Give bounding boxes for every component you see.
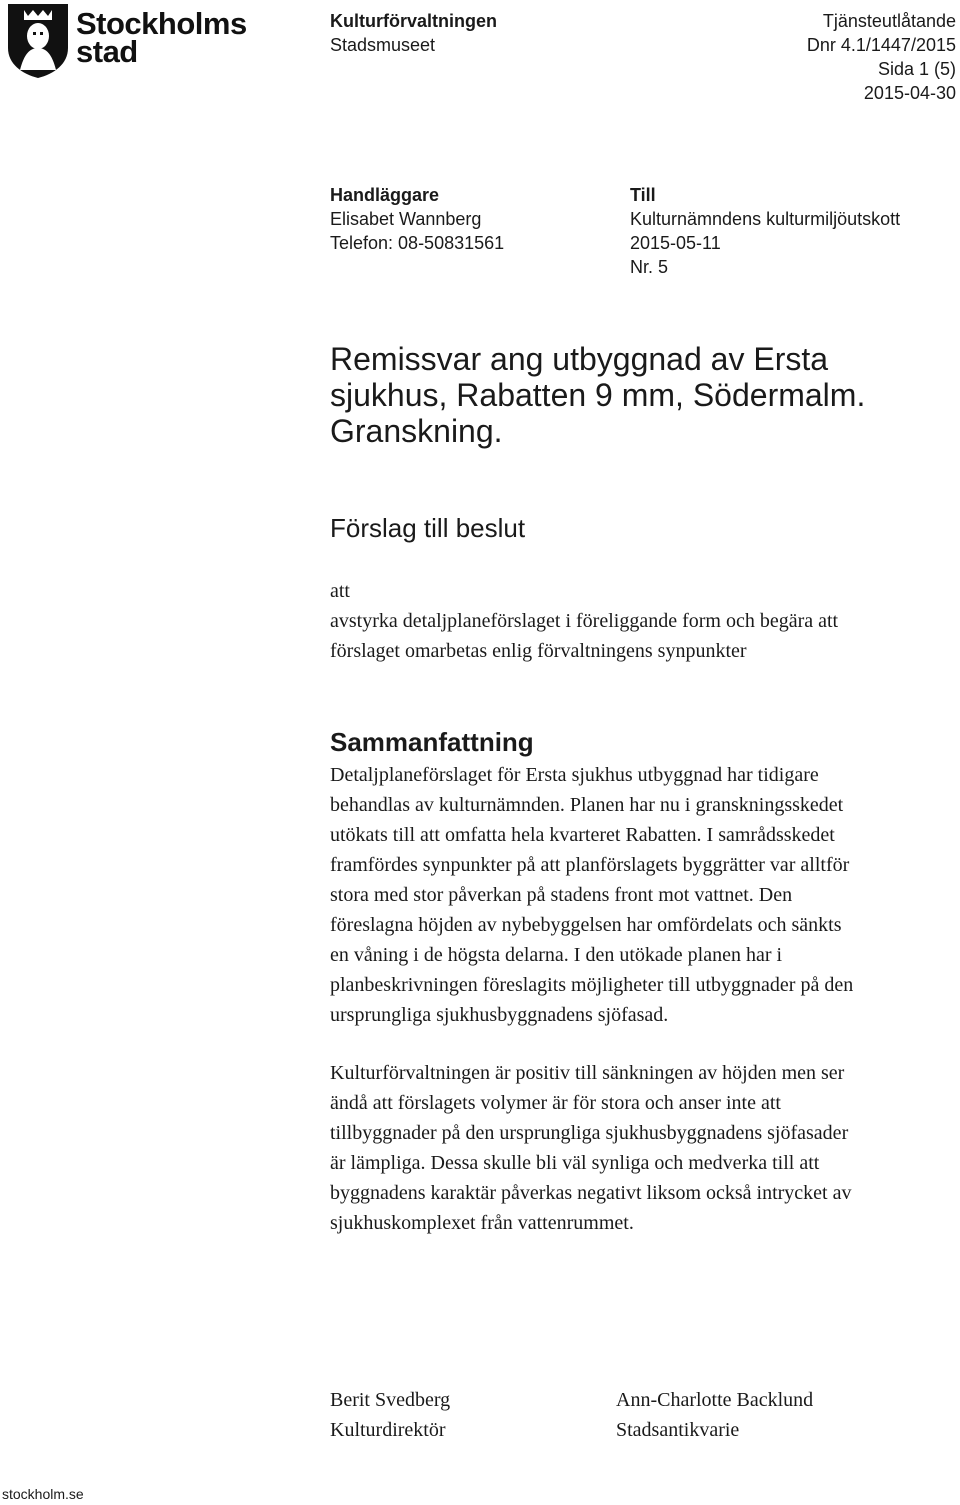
document-date: 2015-04-30 bbox=[863, 83, 956, 103]
summary-line: planbeskrivningen föreslagits möjligheter till utbyggnader på den bbox=[330, 974, 854, 996]
handler-name: Elisabet Wannberg bbox=[330, 209, 482, 229]
title-line: Remissvar ang utbyggnad av Ersta bbox=[330, 341, 829, 377]
reference-number: Dnr 4.1/1447/2015 bbox=[806, 35, 956, 55]
summary-line: behandlas av kulturnämnden. Planen har nu i granskningsskedet bbox=[330, 794, 844, 816]
summary-line: föreslagna höjden av nybebyggelsen har omfördelats och sänkts bbox=[330, 914, 842, 936]
summary-line: framfördes synpunkter på att planförslagets byggrätter var alltför bbox=[330, 854, 850, 876]
logo-line-2: stad bbox=[76, 34, 138, 69]
summary-heading: Sammanfattning bbox=[330, 727, 534, 757]
summary-line: ursprungliga sjukhusbyggnadens sjöfasad. bbox=[330, 1004, 669, 1026]
title-line: Granskning. bbox=[330, 413, 503, 449]
signature-title: Kulturdirektör bbox=[330, 1419, 446, 1441]
signature-name: Ann-Charlotte Backlund bbox=[616, 1389, 814, 1411]
document-title bbox=[330, 341, 930, 449]
stockholm-logo bbox=[6, 2, 247, 82]
assessment-line: byggnadens karaktär påverkas negativt liksom också intrycket av bbox=[330, 1182, 852, 1204]
page-number: Sida 1 (5) bbox=[877, 59, 956, 79]
meeting-date: 2015-05-11 bbox=[630, 233, 721, 253]
signature-name: Berit Svedberg bbox=[330, 1389, 451, 1411]
handler-label: Handläggare bbox=[330, 185, 440, 205]
assessment-line: är lämpliga. Dessa skulle bli väl synliga och medverka till att bbox=[330, 1152, 820, 1174]
summary-line: utökats till att omfatta hela kvarteret Rabatten. I samrådsskedet bbox=[330, 824, 835, 846]
title-line: sjukhus, Rabatten 9 mm, Södermalm. bbox=[330, 377, 866, 413]
assessment-paragraph bbox=[330, 1058, 960, 1238]
proposal-att: att bbox=[330, 580, 350, 602]
summary-line: stora med stor påverkan på stadens front mot vattnet. Den bbox=[330, 884, 793, 906]
proposal-heading: Förslag till beslut bbox=[330, 513, 526, 543]
assessment-line: tillbyggnader på den ursprungliga sjukhusbyggnadens sjöfasader bbox=[330, 1122, 849, 1144]
recipient-label: Till bbox=[630, 185, 656, 205]
summary-line: en våning i de högsta delarna. I den utökade planen har i bbox=[330, 944, 783, 966]
handler-phone: Telefon: 08-50831561 bbox=[330, 233, 505, 253]
assessment-line: Kulturförvaltningen är positiv till sänkningen av höjden men ser bbox=[330, 1062, 845, 1084]
item-number: Nr. 5 bbox=[630, 257, 669, 277]
summary-paragraph bbox=[330, 760, 960, 1030]
assessment-line: ändå att förslagets volymer är för stora och anser inte att bbox=[330, 1092, 781, 1114]
proposal-text-line: förslaget omarbetas enlig förvaltningens synpunkter bbox=[330, 640, 747, 662]
city-crest-icon bbox=[6, 2, 70, 80]
document-type: Tjänsteutlåtande bbox=[822, 11, 956, 31]
proposal-text-line: avstyrka detaljplaneförslaget i föreliggande form och begära att bbox=[330, 610, 839, 632]
summary-line: Detaljplaneförslaget för Ersta sjukhus utbyggnad har tidigare bbox=[330, 764, 819, 786]
signature-title: Stadsantikvarie bbox=[616, 1419, 740, 1441]
logo-line-1: Stockholms bbox=[76, 6, 247, 41]
department-name: Stadsmuseet bbox=[330, 35, 436, 55]
organization-name: Kulturförvaltningen bbox=[330, 11, 497, 31]
recipient-name: Kulturnämndens kulturmiljöutskott bbox=[630, 209, 901, 229]
footer-website: stockholm.se bbox=[2, 1486, 84, 1502]
assessment-line: sjukhuskomplexet från vattenrummet. bbox=[330, 1212, 634, 1234]
